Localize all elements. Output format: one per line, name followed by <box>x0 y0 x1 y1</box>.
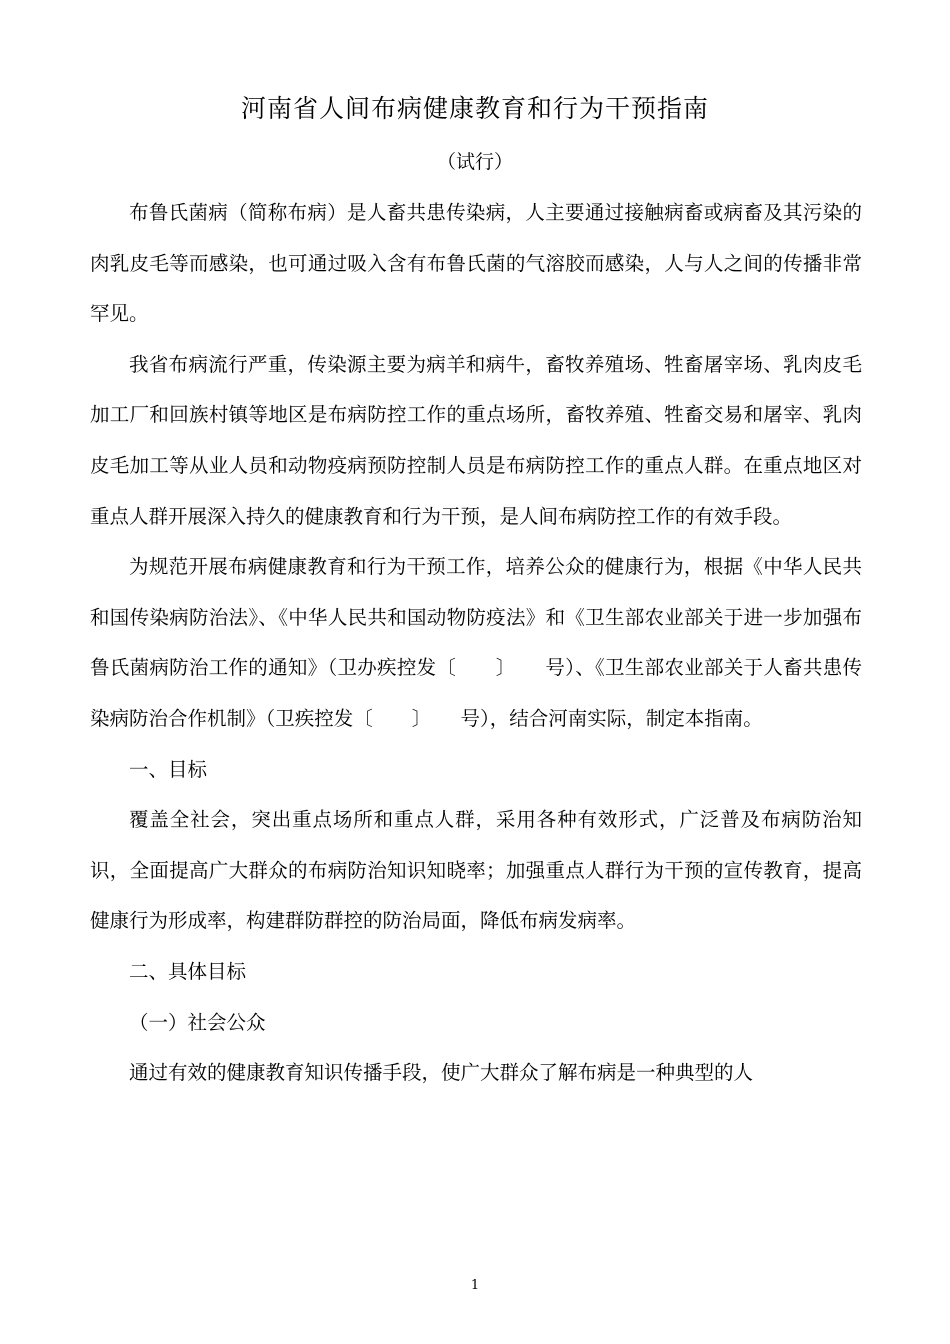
goals-paragraph: 覆盖全社会，突出重点场所和重点人群，采用各种有效形式，广泛普及布病防治知识，全面提高广大群众的布病防治知识知晓率；加强重点人群行为干预的宣传教育，提高健康行为形成率，构建群防群控的防治局面，降低布病发病率。 <box>90 808 862 933</box>
page-number: 1 <box>470 1278 480 1293</box>
document-title: 河南省人间布病健康教育和行为干预指南 <box>240 94 709 123</box>
section-heading-goals: 一、目标 <box>129 757 208 781</box>
public-paragraph: 通过有效的健康教育知识传播手段，使广大群众了解布病是一种典型的人 <box>129 1061 754 1085</box>
document-subtitle: （试行） <box>436 151 513 173</box>
subsection-heading-public: （一）社会公众 <box>129 1010 266 1034</box>
basis-paragraph: 为规范开展布病健康教育和行为干预工作，培养公众的健康行为，根据《中华人民共和国传染病防治法》、《中华人民共和国动物防疫法》和《卫生部农业部关于进一步加强布鲁氏菌病防治工作的通知》（卫办疾控发〔 〕 号）、《卫生部农业部关于人畜共患传染病防治合作机制》（卫疾控发〔 〕 号），结合河南实际，制定本指南。 <box>90 555 862 730</box>
intro-paragraph: 布鲁氏菌病（简称布病）是人畜共患传染病，人主要通过接触病畜或病畜及其污染的肉乳皮毛等而感染，也可通过吸入含有布鲁氏菌的气溶胶而感染，人与人之间的传播非常罕见。 <box>90 201 862 326</box>
document-body <box>90 188 862 1099</box>
epidemic-paragraph: 我省布病流行严重，传染源主要为病羊和病牛，畜牧养殖场、牲畜屠宰场、乳肉皮毛加工厂和回族村镇等地区是布病防控工作的重点场所，畜牧养殖、牲畜交易和屠宰、乳肉皮毛加工等从业人员和动物疫病预防控制人员是布病防控工作的重点人群。在重点地区对重点人群开展深入持久的健康教育和行为干预，是人间布病防控工作的有效手段。 <box>90 352 862 528</box>
section-heading-specific-goals: 二、具体目标 <box>129 959 247 983</box>
